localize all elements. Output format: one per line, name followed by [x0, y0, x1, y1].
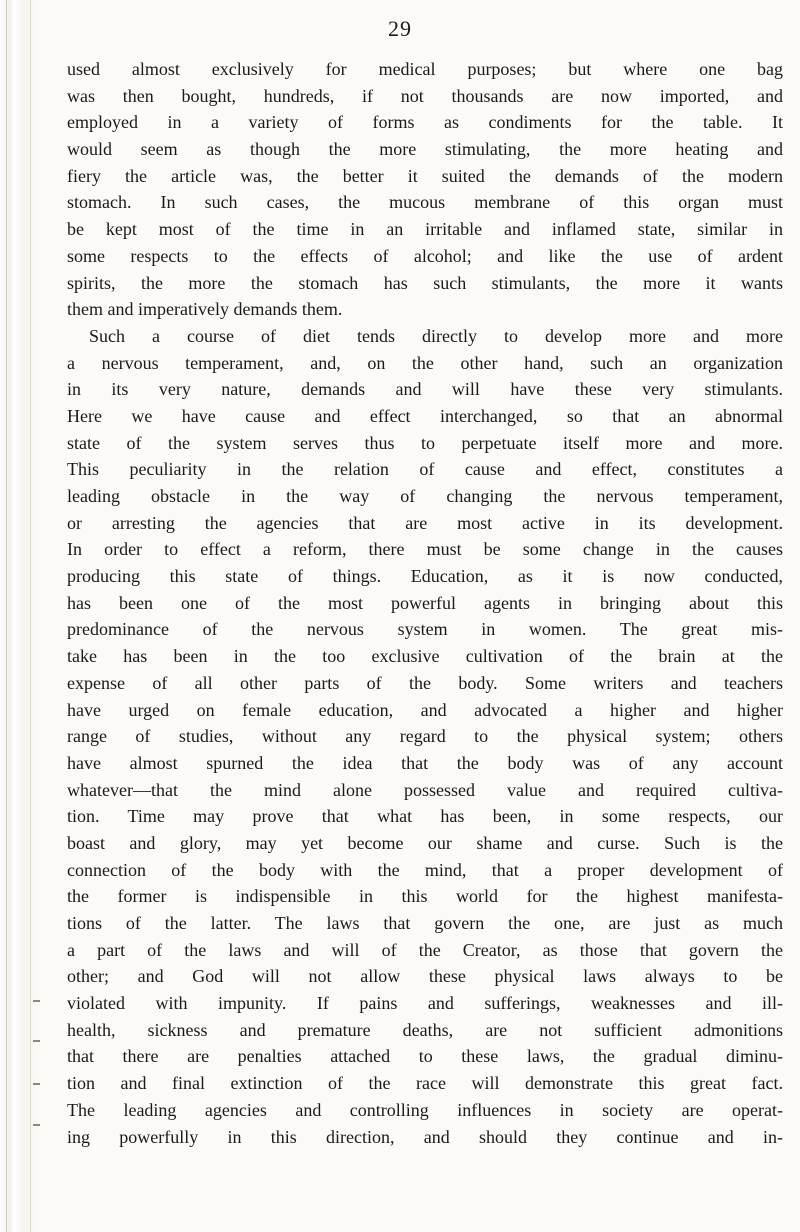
text-line: spirits, the more the stomach has such stimulants, the more it wants: [67, 272, 783, 293]
text-line: range of studies, without any regard to the physical system; others: [67, 726, 783, 747]
text-line: tions of the latter. The laws that govern the one, are just as much: [67, 913, 783, 933]
text-line: employed in a variety of forms as condiments for the table. It: [67, 112, 783, 133]
text-line: used almost exclusively for medical purposes; but where one bag: [67, 59, 783, 79]
text-line: ing powerfully in this direction, and should they continue and in-: [67, 1126, 783, 1147]
text-line: expense of all other parts of the body. Some writers and teachers: [67, 672, 783, 693]
text-line: boast and glory, may yet become our shame and curse. Such is the: [67, 832, 783, 853]
text-line: was then bought, hundreds, if not thousands are now imported, and: [67, 85, 783, 106]
text-line: have urged on female education, and advocated a higher and higher: [67, 699, 783, 720]
text-line: that there are penalties attached to these laws, the gradual diminu-: [67, 1046, 783, 1067]
text-line: tion and final extinction of the race will demonstrate this great fact.: [67, 1073, 783, 1094]
text-line: connection of the body with the mind, that a proper development of: [67, 859, 783, 880]
text-line: them and imperatively demands them.: [67, 299, 343, 320]
text-line: stomach. In such cases, the mucous membrane of this organ must: [67, 192, 783, 213]
text-line: some respects to the effects of alcohol; and like the use of ardent: [67, 245, 783, 266]
text-line: In order to effect a reform, there must be some change in the causes: [67, 539, 783, 560]
text-line: whatever—that the mind alone possessed value and required cultiva-: [67, 779, 783, 800]
text-line: be kept most of the time in an irritable and inflamed state, similar in: [67, 219, 783, 240]
text-line: in its very nature, demands and will have these very stimulants.: [67, 379, 783, 400]
text-line: take has been in the too exclusive cultivation of the brain at the: [67, 646, 783, 667]
text-line: violated with impunity. If pains and sufferings, weaknesses and ill-: [67, 993, 783, 1014]
text-line: the former is indispensible in this world for the highest manifesta-: [67, 886, 783, 907]
gutter-mark: [33, 1000, 40, 1002]
text-line: Here we have cause and effect interchanged, so that an abnormal: [67, 405, 783, 426]
text-line: fiery the article was, the better it suited the demands of the modern: [67, 165, 783, 186]
text-line: health, sickness and premature deaths, are not sufficient admonitions: [67, 1019, 783, 1040]
text-line: Such a course of diet tends directly to develop more and more: [89, 325, 783, 346]
text-line: predominance of the nervous system in women. The great mis-: [67, 619, 783, 640]
text-line: The leading agencies and controlling influences in society are operat-: [67, 1099, 783, 1120]
gutter-edge: [6, 0, 7, 1232]
text-line: producing this state of things. Education, as it is now conducted,: [67, 566, 783, 587]
text-line: This peculiarity in the relation of cause and effect, constitutes a: [67, 459, 783, 480]
gutter-mark: [33, 1124, 40, 1126]
gutter-edge: [30, 0, 31, 1232]
gutter-mark: [33, 1040, 40, 1042]
text-line: leading obstacle in the way of changing the nervous temperament,: [67, 486, 783, 506]
text-line: tion. Time may prove that what has been, in some respects, our: [67, 806, 783, 827]
text-line: would seem as though the more stimulating, the more heating and: [67, 139, 783, 160]
text-line: have almost spurned the idea that the body was of any account: [67, 752, 783, 773]
text-line: a nervous temperament, and, on the other hand, such an organization: [67, 352, 783, 373]
body-text: [67, 56, 783, 1150]
page-gutter: [0, 0, 40, 1232]
text-line: has been one of the most powerful agents in bringing about this: [67, 592, 783, 613]
page-number: 29: [388, 16, 412, 41]
text-line: other; and God will not allow these physical laws always to be: [67, 966, 783, 987]
text-line: state of the system serves thus to perpetuate itself more and more.: [67, 432, 783, 453]
text-line: a part of the laws and will of the Creator, as those that govern the: [67, 939, 783, 960]
text-line: or arresting the agencies that are most active in its development.: [67, 512, 783, 533]
gutter-mark: [33, 1083, 40, 1085]
